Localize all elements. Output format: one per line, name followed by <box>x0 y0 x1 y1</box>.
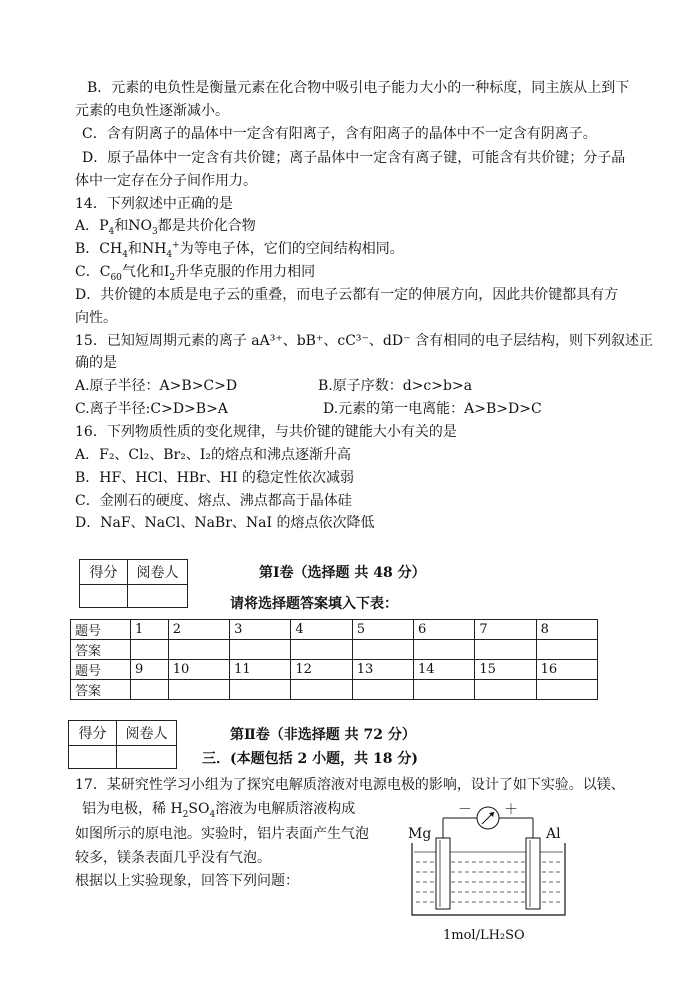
score-box-part1 <box>79 559 188 608</box>
score-box-part2 <box>68 720 177 769</box>
question-number: 3 <box>230 620 291 640</box>
q16-option-a: A．F₂、Cl₂、Br₂、I₂的熔点和沸点逐渐升高 <box>75 447 351 463</box>
question-number: 8 <box>536 620 597 640</box>
question-17-line2: 铝为电极，稀 $H_2SO_4$溶液为电解质溶液构成 <box>82 801 356 820</box>
option-d-line2: 体中一定存在分子间作用力。 <box>75 173 257 189</box>
question-number: 9 <box>131 660 169 680</box>
plus-sign: ＋ <box>504 802 518 818</box>
part2-title: 第Ⅱ卷（非选择题 共 72 分） <box>230 727 416 743</box>
row-label: 题号 <box>71 620 131 640</box>
question-16: 16．下列物质性质的变化规律，与共价键的键能大小有关的是 <box>75 424 457 440</box>
q16-option-d: D．NaF、NaCl、NaBr、NaI 的熔点依次降低 <box>75 515 375 531</box>
al-label: Al <box>546 826 561 842</box>
mg-label: Mg <box>408 826 432 842</box>
answer-cell[interactable] <box>475 640 536 660</box>
answer-cell[interactable] <box>168 680 229 700</box>
question-15-line1: 15．已知短周期元素的离子 aA³⁺、bB⁺、cC³⁻、dD⁻ 含有相同的电子层结构，则下列叙述正 <box>75 333 653 349</box>
row-label: 答案 <box>71 680 131 700</box>
answer-cell[interactable] <box>536 680 597 700</box>
table-row <box>71 660 598 680</box>
answer-cell[interactable] <box>414 640 475 660</box>
score-cell[interactable] <box>69 746 117 769</box>
row-label: 题号 <box>71 660 131 680</box>
option-d-line1: D．原子晶体中一定含有共价键；离子晶体中一定含有离子键，可能含有共价键；分子晶 <box>82 150 626 166</box>
minus-sign: － <box>458 802 472 818</box>
part1-title: 第Ⅰ卷（选择题 共 48 分） <box>259 565 426 581</box>
question-14: 14．下列叙述中正确的是 <box>75 196 233 212</box>
grader-label: 阅卷人 <box>128 560 188 585</box>
answer-cell[interactable] <box>230 680 291 700</box>
q16-option-c: C．金刚石的硬度、熔点、沸点都高于晶体硅 <box>75 493 352 509</box>
q14-option-d-line2: 向性。 <box>75 310 117 326</box>
answer-cell[interactable] <box>168 640 229 660</box>
question-15-line2: 确的是 <box>75 355 117 371</box>
q16-option-b: B．HF、HCl、HBr、HI 的稳定性依次减弱 <box>75 470 354 486</box>
score-label: 得分 <box>69 721 117 746</box>
answer-cell[interactable] <box>230 640 291 660</box>
table-row <box>71 640 598 660</box>
question-number: 1 <box>131 620 169 640</box>
answer-cell[interactable] <box>352 680 413 700</box>
answer-cell[interactable] <box>536 640 597 660</box>
question-17-line1: 17．某研究性学习小组为了探究电解质溶液对电源电极的影响，设计了如下实验。以镁、 <box>75 777 625 793</box>
answer-cell[interactable] <box>352 640 413 660</box>
answer-table <box>70 619 598 700</box>
question-number: 6 <box>414 620 475 640</box>
answer-cell[interactable] <box>131 640 169 660</box>
table-row <box>71 680 598 700</box>
question-17-line5: 根据以上实验现象，回答下列问题： <box>75 873 299 889</box>
beaker <box>412 843 565 915</box>
question-number: 2 <box>168 620 229 640</box>
question-number: 11 <box>230 660 291 680</box>
option-c: C．含有阴离子的晶体中一定含有阳离子，含有阳离子的晶体中不一定含有阴离子。 <box>82 126 597 142</box>
q15-option-b: B.原子序数：d>c>b>a <box>318 378 473 394</box>
grader-label: 阅卷人 <box>117 721 177 746</box>
answer-cell[interactable] <box>291 640 352 660</box>
score-label: 得分 <box>80 560 128 585</box>
question-17-line4: 较多，镁条表面几乎没有气泡。 <box>75 850 271 866</box>
grader-cell[interactable] <box>128 585 188 608</box>
answer-cell[interactable] <box>475 680 536 700</box>
part1-note: 请将选择题答案填入下表： <box>230 596 398 612</box>
q14-option-a: A．$P_4$和$NO_3$都是共价化合物 <box>75 218 256 237</box>
score-cell[interactable] <box>80 585 128 608</box>
option-b-line1: B．元素的电负性是衡量元素在化合物中吸引电子能力大小的一种标度，同主族从上到下 <box>87 80 630 96</box>
question-number: 12 <box>291 660 352 680</box>
row-label: 答案 <box>71 640 131 660</box>
section-3-heading: 三．(本题包括 2 小题，共 18 分) <box>202 751 418 767</box>
option-b-line2: 元素的电负性逐渐减小。 <box>75 103 229 119</box>
question-number: 7 <box>475 620 536 640</box>
question-number: 14 <box>414 660 475 680</box>
question-number: 10 <box>168 660 229 680</box>
q14-option-d-line1: D．共价键的本质是电子云的重叠，而电子云都有一定的伸展方向，因此共价键都具有方 <box>75 287 619 303</box>
al-electrode <box>526 838 540 909</box>
question-number: 15 <box>475 660 536 680</box>
q15-option-d: D.元素的第一电离能：A>B>D>C <box>323 401 542 417</box>
answer-cell[interactable] <box>291 680 352 700</box>
mg-electrode <box>436 838 450 909</box>
question-17-line3: 如图所示的原电池。实验时，铝片表面产生气泡 <box>75 826 369 842</box>
q15-option-c: C.离子半径:C>D>B>A <box>75 401 228 417</box>
question-number: 16 <box>536 660 597 680</box>
electrolyte-caption: 1mol/LH₂SO <box>443 928 525 943</box>
question-number: 4 <box>291 620 352 640</box>
answer-cell[interactable] <box>414 680 475 700</box>
table-row <box>71 620 598 640</box>
question-number: 5 <box>352 620 413 640</box>
q14-option-c: C．$C_{60}$气化和$I_2$升华克服的作用力相同 <box>75 264 316 283</box>
grader-cell[interactable] <box>117 746 177 769</box>
q15-option-a: A.原子半径：A>B>C>D <box>75 378 238 394</box>
question-number: 13 <box>352 660 413 680</box>
q14-option-b: B．$CH_4$和$NH_4^+$为等电子体，它们的空间结构相同。 <box>75 240 404 260</box>
answer-cell[interactable] <box>131 680 169 700</box>
